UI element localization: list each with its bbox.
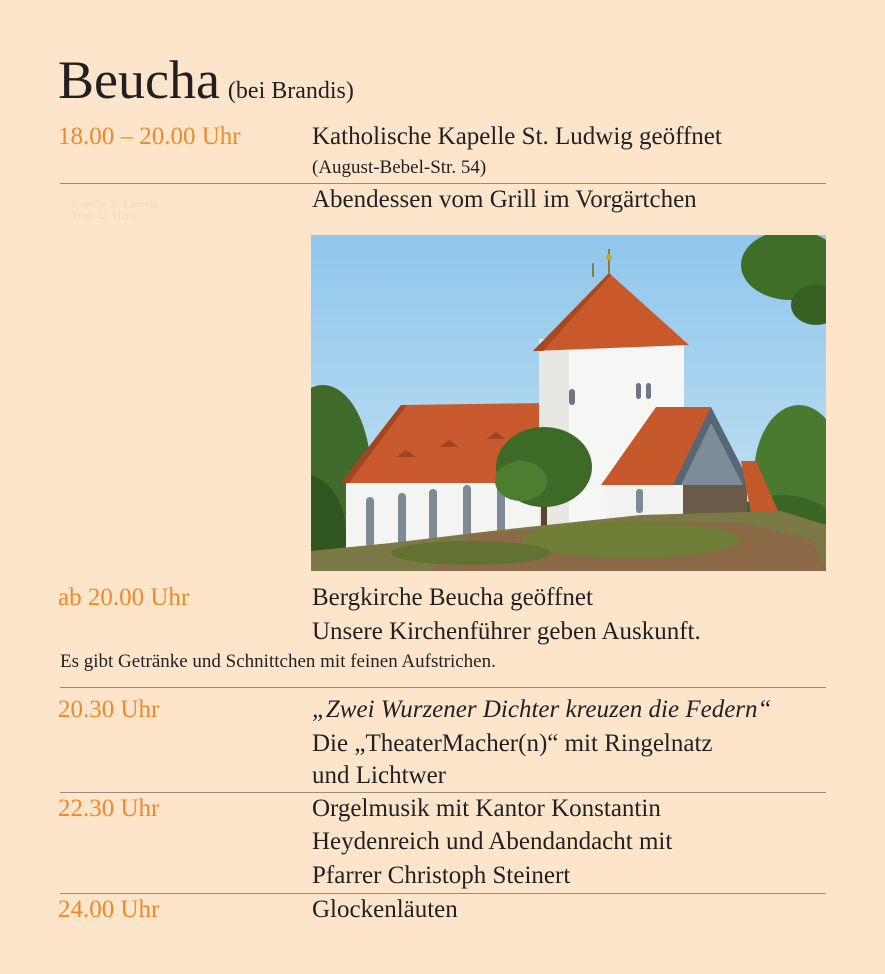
- event-2-info: Unsere Kirchenführer geben Auskunft.: [312, 618, 701, 645]
- event-2-note: Es gibt Getränke und Schnittchen mit feinen Aufstrichen.: [60, 651, 496, 672]
- event-4-line-2: Heydenreich und Abendandacht mit: [312, 828, 673, 855]
- event-5-time: 24.00 Uhr: [58, 896, 160, 923]
- town-name: Beucha: [58, 50, 220, 110]
- photo-caption: [72, 198, 158, 222]
- page-title: [58, 48, 354, 123]
- church-illustration: [311, 235, 826, 571]
- event-2-title: Bergkirche Beucha geöffnet: [312, 584, 593, 611]
- event-2-time: ab 20.00 Uhr: [58, 584, 190, 611]
- event-3-title: „Zwei Wurzener Dichter kreuzen die Federn“: [312, 696, 772, 723]
- photo-caption-line-2: Foto: U. Marx: [72, 210, 136, 222]
- event-4-line-1: Orgelmusik mit Kantor Konstantin: [312, 795, 661, 822]
- church-photo: [311, 235, 826, 571]
- event-1-address: (August-Bebel-Str. 54): [312, 157, 487, 178]
- event-1-title: Katholische Kapelle St. Ludwig geöffnet: [312, 123, 722, 150]
- event-4-time: 22.30 Uhr: [58, 795, 160, 822]
- event-1-time: 18.00 – 20.00 Uhr: [58, 123, 241, 150]
- photo-caption-line-1: Kapelle St. Ludwig: [72, 198, 158, 210]
- town-subtitle: (bei Brandis): [227, 78, 354, 104]
- divider-2: [60, 687, 826, 688]
- event-5-line-1: Glockenläuten: [312, 896, 458, 923]
- event-3-line-3: und Lichtwer: [312, 762, 446, 789]
- event-3-time: 20.30 Uhr: [58, 696, 160, 723]
- event-1-extra: Abendessen vom Grill im Vorgärtchen: [312, 186, 697, 213]
- event-3-line-2: Die „TheaterMacher(n)“ mit Ringelnatz: [312, 730, 713, 757]
- event-4-line-3: Pfarrer Christoph Steinert: [312, 862, 571, 889]
